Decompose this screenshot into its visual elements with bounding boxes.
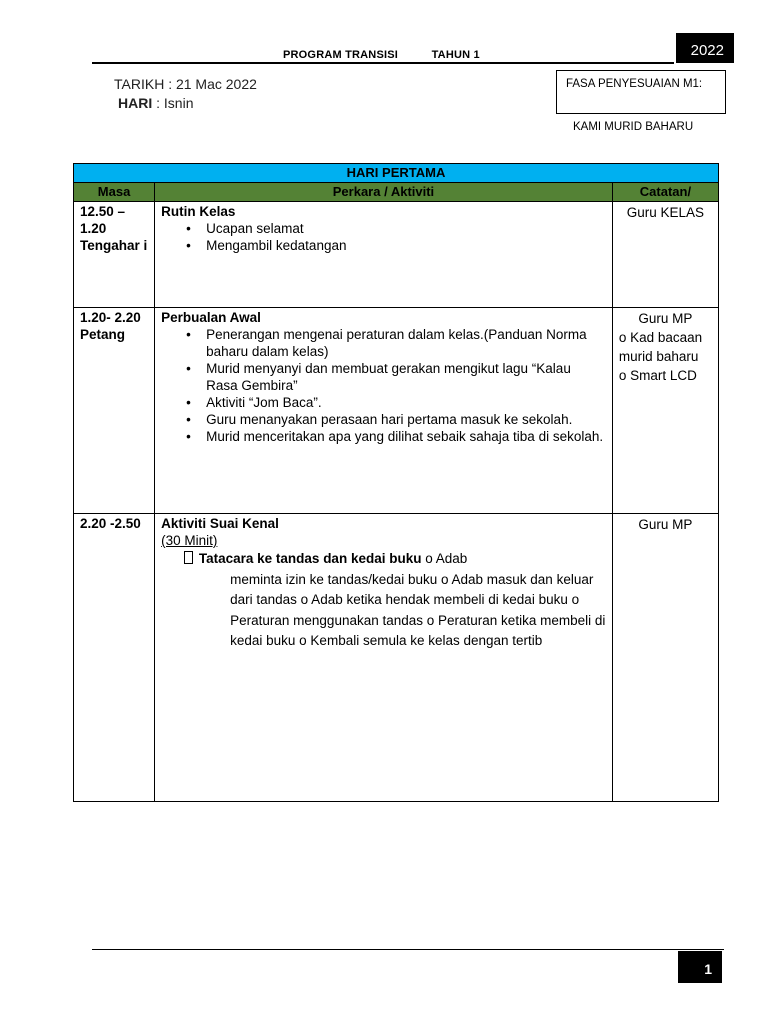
list-item: • Aktiviti “Jom Baca”.: [206, 394, 606, 411]
page-number: 1: [678, 951, 722, 983]
table-title: HARI PERTAMA: [74, 164, 719, 183]
activity-list: [161, 326, 606, 445]
masa-cell: 2.20 -2.50: [74, 514, 155, 802]
catatan-item: o Smart LCD: [618, 368, 697, 383]
column-header-aktiviti: Perkara / Aktiviti: [155, 183, 613, 202]
catatan-cell: Guru MP: [612, 514, 718, 802]
activity-title: Rutin Kelas: [161, 204, 236, 219]
activity-cell: [155, 514, 613, 802]
list-item: • Mengambil kedatangan: [206, 237, 606, 254]
list-item: • Ucapan selamat: [206, 220, 606, 237]
catatan-item: o Kad bacaan murid baharu: [618, 330, 703, 364]
column-header-catatan: Catatan/: [612, 183, 718, 202]
activity-cell: [155, 308, 613, 514]
catatan-head: Guru MP: [638, 311, 693, 326]
list-item: • Guru menanyakan perasaan hari pertama masuk ke sekolah.: [206, 411, 606, 428]
table-row: [74, 514, 719, 802]
list-item: • Murid menyanyi dan membuat gerakan mengikut lagu “Kalau Rasa Gembira”: [206, 360, 606, 394]
hari-text: [118, 95, 193, 111]
fasa-box: FASA PENYESUAIAN M1:: [556, 70, 726, 114]
catatan-cell: [612, 308, 718, 514]
kami-text: KAMI MURID BAHARU: [573, 121, 694, 133]
hari-value: : Isnin: [152, 95, 194, 111]
table-row: [74, 308, 719, 514]
masa-cell: 12.50 – 1.20 Tengahar i: [74, 202, 155, 308]
tarikh-text: TARIKH : 21 Mac 2022: [114, 76, 257, 92]
header-rule: [92, 62, 674, 64]
tatacara-title: Tatacara ke tandas dan kedai buku: [195, 551, 422, 566]
tatacara-details: meminta izin ke tandas/kedai buku o Adab masuk dan keluar dari tandas o Adab ketika hendak membeli di kedai buku o Peraturan menggunakan tandas o Peraturan ketika membeli di kedai buku o Kembali semula ke kelas dengan tertib: [230, 571, 606, 648]
activity-title: Perbualan Awal: [161, 310, 261, 325]
schedule-table: [73, 163, 719, 802]
year-badge: 2022: [676, 33, 734, 63]
hari-label: HARI: [118, 95, 153, 111]
tatacara-block: [161, 549, 606, 652]
header-title: [283, 49, 480, 61]
activity-list: [161, 220, 606, 254]
activity-title: Aktiviti Suai Kenal: [161, 516, 279, 531]
activity-cell: [155, 202, 613, 308]
tatacara-lead-tail: o Adab: [421, 551, 468, 566]
table-row: [74, 202, 719, 308]
header-tahun: TAHUN 1: [431, 49, 480, 61]
header-program: PROGRAM TRANSISI: [283, 49, 399, 61]
list-item: • Penerangan mengenai peraturan dalam kelas.(Panduan Norma baharu dalam kelas): [206, 326, 606, 360]
catatan-cell: Guru KELAS: [612, 202, 718, 308]
footer-rule: [92, 949, 724, 950]
activity-duration: (30 Minit): [161, 533, 218, 548]
column-header-masa: Masa: [74, 183, 155, 202]
box-icon: [184, 551, 193, 564]
list-item: • Murid menceritakan apa yang dilihat sebaik sahaja tiba di sekolah.: [206, 428, 606, 445]
masa-cell: 1.20- 2.20 Petang: [74, 308, 155, 514]
